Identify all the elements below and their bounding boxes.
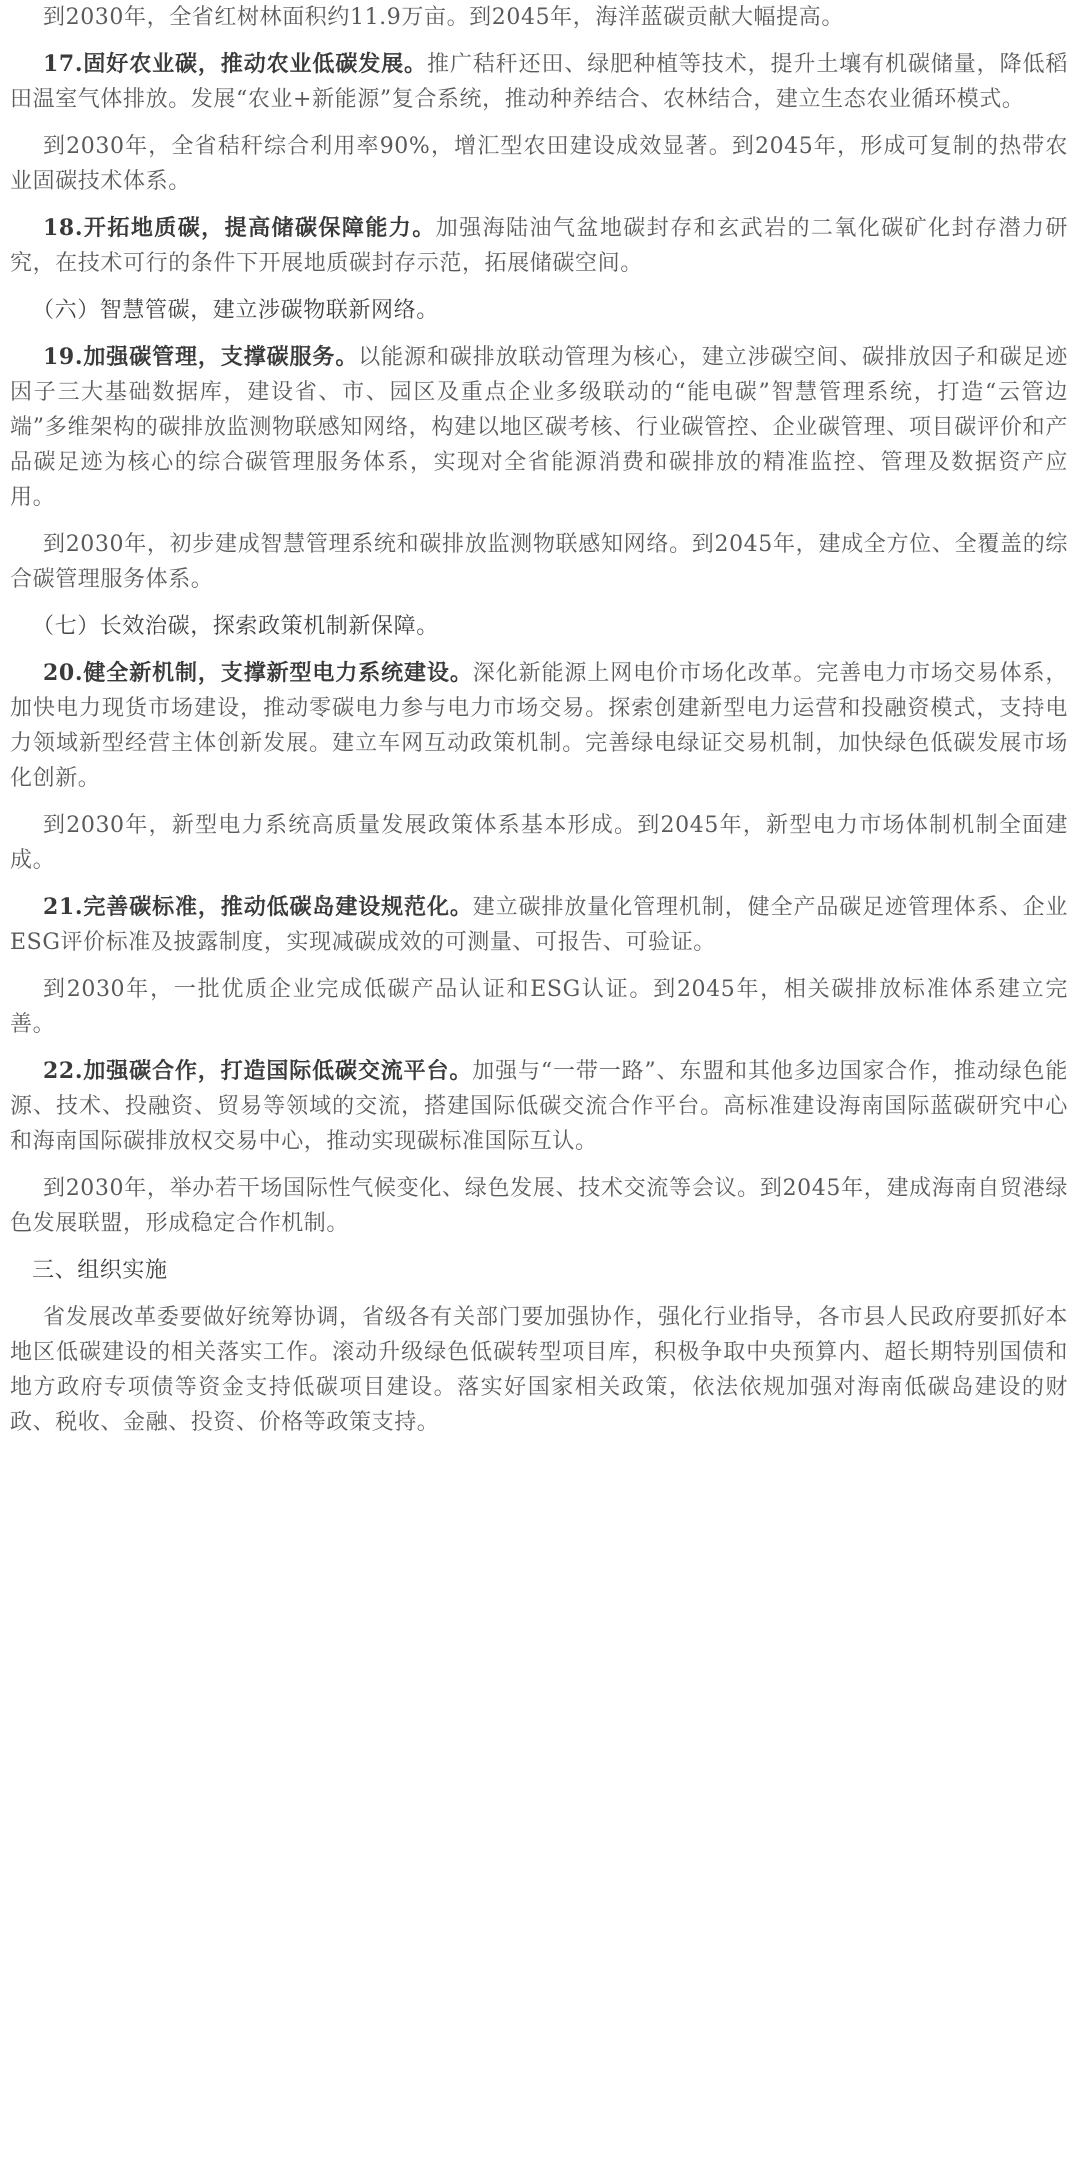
paragraph-text: 到2030年，初步建成智慧管理系统和碳排放监测物联感知网络。到2045年，建成全方位、全覆盖的综合碳管理服务体系。 (10, 532, 1068, 592)
paragraph-organization (10, 1300, 1068, 1440)
item-17-heading: 17.固好农业碳，推动农业低碳发展。 (43, 51, 427, 77)
item-19-heading: 19.加强碳管理，支撑碳服务。 (43, 344, 359, 370)
paragraph-item-22 (10, 1054, 1068, 1159)
paragraph-item-19-target (10, 527, 1068, 597)
paragraph-text: 到2030年，一批优质企业完成低碳产品认证和ESG认证。到2045年，相关碳排放标准体系建立完善。 (10, 977, 1068, 1037)
section-heading-text: 三、组织实施 (32, 1258, 168, 1283)
section-heading-7 (10, 609, 1068, 644)
paragraph-item-17-target (10, 129, 1068, 199)
paragraph-text: 省发展改革委要做好统筹协调，省级各有关部门要加强协作，强化行业指导，各市县人民政府要抓好本地区低碳建设的相关落实工作。滚动升级绿色低碳转型项目库，积极争取中央预算内、超长期特别国债和地方政府专项债等资金支持低碳项目建设。落实好国家相关政策，依法依规加强对海南低碳岛建设的财政、税收、金融、投资、价格等政策支持。 (10, 1305, 1068, 1435)
paragraph-item-18 (10, 211, 1068, 281)
item-20-text: 深化新能源上网电价市场化改革。完善电力市场交易体系，加快电力现货市场建设，推动零碳电力参与电力市场交易。探索创建新型电力运营和投融资模式，支持电力领域新型经营主体创新发展。建立车网互动政策机制。完善绿电绿证交易机制，加快绿色低碳发展市场化创新。 (10, 661, 1068, 791)
item-18-heading: 18.开拓地质碳，提高储碳保障能力。 (43, 215, 436, 241)
paragraph-text: 到2030年，举办若干场国际性气候变化、绿色发展、技术交流等会议。到2045年，建成海南自贸港绿色发展联盟，形成稳定合作机制。 (10, 1176, 1068, 1236)
section-heading-6 (10, 293, 1068, 328)
paragraph-item-21-target (10, 972, 1068, 1042)
paragraph-mangrove-target (10, 0, 1068, 35)
paragraph-text: 到2030年，全省秸秆综合利用率90%，增汇型农田建设成效显著。到2045年，形成可复制的热带农业固碳技术体系。 (10, 134, 1068, 194)
paragraph-item-20-target (10, 808, 1068, 878)
paragraph-item-19 (10, 340, 1068, 515)
document-body (10, 0, 1068, 1452)
paragraph-item-20 (10, 656, 1068, 796)
paragraph-item-22-target (10, 1171, 1068, 1241)
paragraph-text: 到2030年，全省红树林面积约11.9万亩。到2045年，海洋蓝碳贡献大幅提高。 (43, 5, 844, 30)
item-22-heading: 22.加强碳合作，打造国际低碳交流平台。 (43, 1058, 473, 1084)
paragraph-text: 到2030年，新型电力系统高质量发展政策体系基本形成。到2045年，新型电力市场体制机制全面建成。 (10, 813, 1068, 873)
item-21-heading: 21.完善碳标准，推动低碳岛建设规范化。 (43, 894, 473, 920)
section-heading-organization (10, 1253, 1068, 1288)
paragraph-item-17 (10, 47, 1068, 117)
item-19-text: 以能源和碳排放联动管理为核心，建立涉碳空间、碳排放因子和碳足迹因子三大基础数据库，建设省、市、园区及重点企业多级联动的“能电碳”智慧管理系统，打造“云管边端”多维架构的碳排放监测物联感知网络，构建以地区碳考核、行业碳管控、企业碳管理、项目碳评价和产品碳足迹为核心的综合碳管理服务体系，实现对全省能源消费和碳排放的精准监控、管理及数据资产应用。 (10, 345, 1068, 510)
item-18-text: 加强海陆油气盆地碳封存和玄武岩的二氧化碳矿化封存潜力研究，在技术可行的条件下开展地质碳封存示范，拓展储碳空间。 (10, 216, 1069, 276)
item-20-heading: 20.健全新机制，支撑新型电力系统建设。 (43, 660, 473, 686)
item-21-text: 建立碳排放量化管理机制，健全产品碳足迹管理体系、企业ESG评价标准及披露制度，实现减碳成效的可测量、可报告、可验证。 (10, 895, 1068, 955)
section-heading-text: （七）长效治碳，探索政策机制新保障。 (32, 614, 439, 639)
section-heading-text: （六）智慧管碳，建立涉碳物联新网络。 (32, 298, 439, 323)
item-22-text: 加强与“一带一路”、东盟和其他多边国家合作，推动绿色能源、技术、投融资、贸易等领域的交流，搭建国际低碳交流合作平台。高标准建设海南国际蓝碳研究中心和海南国际碳排放权交易中心，推动实现碳标准国际互认。 (10, 1059, 1068, 1154)
paragraph-item-21 (10, 890, 1068, 960)
item-17-text: 推广秸秆还田、绿肥种植等技术，提升土壤有机碳储量，降低稻田温室气体排放。发展“农业+新能源”复合系统，推动种养结合、农林结合，建立生态农业循环模式。 (10, 52, 1068, 112)
